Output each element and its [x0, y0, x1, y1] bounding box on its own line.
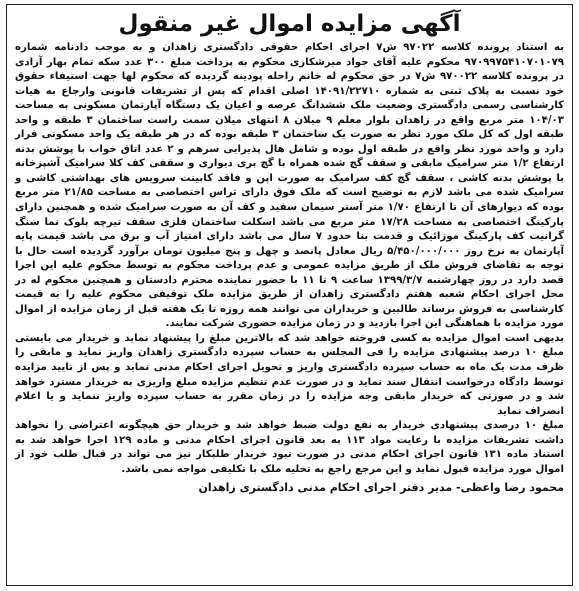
- notice-title: آگهی مزایده اموال غیر منقول: [118, 11, 461, 37]
- notice-paragraph-main: به استناد پرونده کلاسه ۹۷۰۲۲ ش۷ اجرای احکام حقوقی دادگستری زاهدان و به موجب دادنامه شماره ۹۷۰۹۹۷۵۴۱۰۷۰۱۰۷۹ محکوم علیه آقای جواد میرشکاری محکوم به پرداخت مبلغ ۳۰۰ عدد سکه تمام بهار آزادی در پرونده کلاسه ۹۷۰۰۲۲ ش۷ در حق محکوم له خانم راحله پودینه گردیده که محکوم لها جهت استیفاء حقوق خود نسبت به پلاک ثبتی به شماره ۱۴۰۹۱/۲۲۷۱۰ اصلی اقدام که پس از تشریفات قانونی وارجاع به هیات کارشناسی رسمی دادگستری وضعیت ملک ششدانگ عرصه و اعیان یک دستگاه آپارتمان مسکونی به مساحت ۱۰۴/۰۳ متر مربع واقع در زاهدان بلوار معلم ۹ میلان ۸ انتهای میلان سمت راست ساختمان ۳ طبقه و واحد طبقه اول که کل ملک مورد نظر به صورت یک ساختمان ۳ طبقه بوده که در هر طبقه یک واحد مسکونی قرار دارد و واحد مورد نظر واقع در طبقه اول بوده و شامل هال پذیرایی سرهم و ۲ عدد اتاق خواب با پوشش بدنه ارتفاع ۱/۲ متر سرامیک مابقی و سقف گچ شده همراه با گچ بری دیواری و سقفی کف کلا سرامیک آشپزخانه با پوشش بدنه کاشی ، سقف گچ کف سرامیک به صورت اپن و فاقد کابینت سرویس های بهداشتی کاشی و سرامیک شده می باشد لازم به توضیح است که ملک فوق دارای تراس اختصاصی به مساحت ۲۱/۸۵ متر مربع بوده که دیوارهای آن تا ارتفاع ۱/۷۰ متر آستر سیمان سفید و کف آن به صورت سرامیک شده و همچنین دارای پارکینگ اختصاصی به مساحت ۱۷/۲۸ متر مربع می باشد اسکلت ساختمان فلزی سقف تیرچه بلوک نما سنگ گرانیت کف پارکینگ موزائیک و قدمت بنا حدود ۷ سال می باشد دارای امتیاز آب و برق می باشد قیمت پایه آپارتمان به نرخ روز ۵/۴۵۰/۰۰۰/۰۰۰ ریال معادل پانصد و چهل و پنج میلیون تومان برآورد گردیده است حال با توجه به تقاضای فروش ملک از طریق مزایده عمومی و عدم پرداخت محکوم به توسط محکوم علیه این اجرا قصد دارد در روز چهارشنبه ۱۳۹۹/۳/۷ ساعت ۹ تا ۱۱ با حضور نماینده محترم دادستان و همچنین محکوم له در محل اجرای احکام شعبه هفتم دادگستری زاهدان از طریق مزایده ملک توقیفی محکوم علیه را به قیمت کارشناسی به فروش برساند طالبین و خریداران می توانند همه روزه تا یک هفته قبل از زمان مزایده از اموال مورد مزایده با هماهنگی این اجرا بازدید و در زمان مزایده حضوری شرکت نمایند.: [15, 42, 565, 330]
- auction-notice: [6, 4, 573, 586]
- notice-paragraph-final: مبلغ ۱۰ درصدی پیشنهادی خریدار به نفع دولت ضبط خواهد شد و خریدار حق هیچگونه اعتراضی را نخواهد داشت تشریفات مزایده با رعایت مواد ۱۱۳ به بعد قانون اجرای احکام مدنی و ماده ۱۲۹ اجرا خواهد شد به استناد ماده ۱۳۱ قانون اجرای احکام مدنی در صورت نبود خریدار طلبکار نیز می تواند در قبال طلب خود از اموال مورد مزایده قبول نماید و این مرجع راجع به تخلیه ملک با تکلیفی مواجه نمی باشد.: [15, 420, 564, 475]
- notice-paragraph-conditions: بدیهی است اموال مزایده به کسی فروخته خواهد شد که بالاترین مبلغ را پیشنهاد نماید و خریدار می بایستی مبلغ ۱۰ درصد پیشنهادی مزایده را فی المجلس به حساب سپرده دادگستری زاهدان واریز نماید و مابقی را ظرف مدت یک ماه به حساب سپرده دادگستری واریز و تحویل اجرای احکام مدنی نماید و پس از تایید مزایده توسط دادگاه درخواست انتقال سند نماید و در صورت عدم تنظیم مزایده مبلغ واریزی به خریدار مسترد خواهد شد و در صورتی که خریدار مابقی وجه مزایده را در زمان مقرر به حساب سپرده واریز ننماید و یا اعلام انصراف نماید: [15, 332, 564, 417]
- notice-signature: محمود رضا واعظی- مدیر دفتر اجرای احکام مدنی دادگستری زاهدان: [198, 481, 564, 495]
